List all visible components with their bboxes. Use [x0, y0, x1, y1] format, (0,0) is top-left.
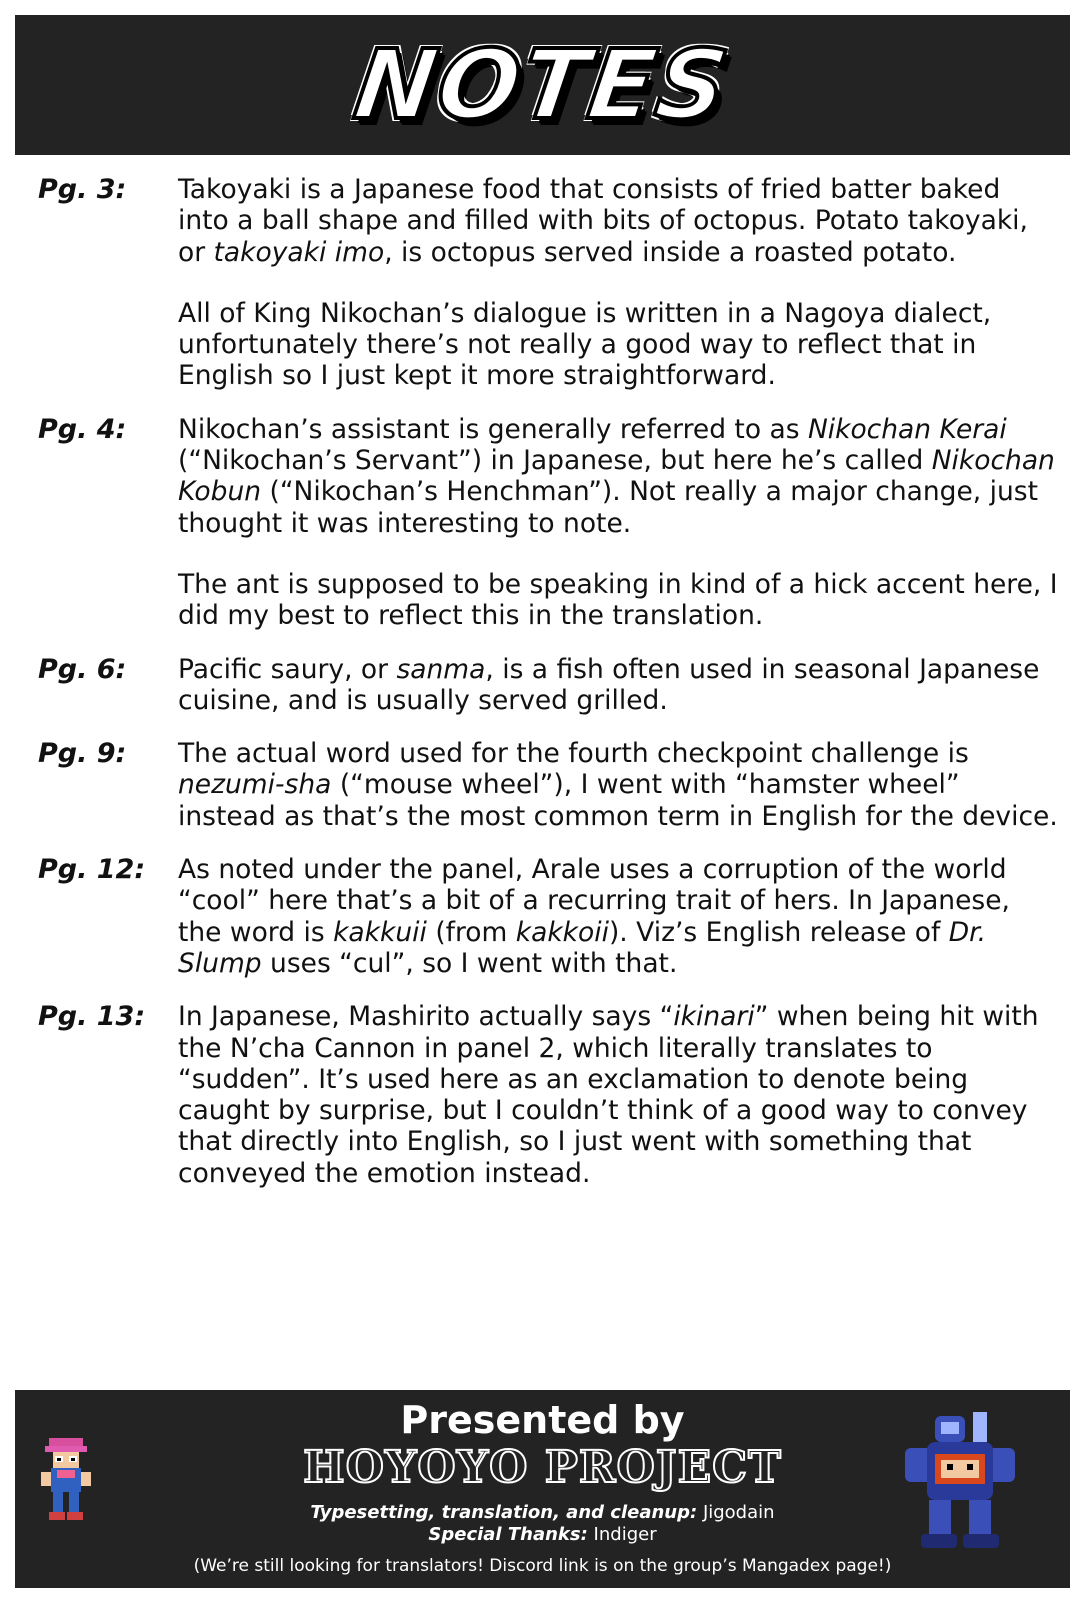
note-paragraph: As noted under the panel, Arale uses a corruption of the world “cool” here that’s a bit of a recurring trait of hers. In Japanese, the word is kakkuii (from kakkoii). Viz’s English release of Dr. Slump uses “cul”, so I went with that.	[178, 854, 1010, 979]
notes-list	[38, 174, 1058, 1211]
italic-term: Nikochan Kobun	[178, 445, 1055, 508]
note-entry	[38, 738, 1058, 832]
italic-term: ikinari	[673, 1001, 755, 1033]
note-body	[178, 414, 1058, 632]
italic-term: Nikochan Kerai	[807, 413, 1007, 445]
note-page-label: Pg. 13:	[38, 1001, 146, 1033]
project-name: HOYOYO PROJECT	[303, 1442, 782, 1493]
note-body	[178, 738, 1058, 832]
note-body	[178, 174, 1058, 392]
italic-term: takoyaki imo	[213, 236, 385, 268]
note-paragraph: The actual word used for the fourth checkpoint challenge is nezumi-sha (“mouse wheel”), I went with “hamster wheel” instead as that’s the most common term in English for the device.	[178, 738, 1058, 832]
note-body	[178, 1001, 1058, 1189]
note-body	[178, 854, 1058, 979]
note-page-label: Pg. 4:	[38, 413, 127, 445]
italic-term: kakkuii	[333, 916, 427, 948]
note-paragraph: Pacific saury, or sanma, is a fish often used in seasonal Japanese cuisine, and is usually served grilled.	[178, 653, 1040, 716]
note-paragraph: In Japanese, Mashirito actually says “ikinari” when being hit with the N’cha Cannon in panel 2, which literally translates to “sudden”. It’s used here as an exclamation to denote being caught by surprise, but I couldn’t think of a good way to convey that directly into English, so I just went with something that conveyed the emotion instead.	[178, 1001, 1039, 1189]
italic-term: kakkoii	[515, 916, 609, 948]
note-entry	[38, 174, 1058, 392]
note-paragraph: Takoyaki is a Japanese food that consists of fried batter baked into a ball shape and filled with bits of octopus. Potato takoyaki, or takoyaki imo, is octopus served inside a roasted potato.	[178, 174, 1028, 268]
note-paragraph: The ant is supposed to be speaking in kind of a hick accent here, I did my best to reflect this in the translation.	[178, 568, 1058, 632]
note-entry	[38, 1001, 1058, 1189]
notes-header	[15, 15, 1070, 155]
robot-sprite-icon	[885, 1408, 1035, 1558]
credits-footer	[15, 1390, 1070, 1588]
italic-term: sanma	[396, 653, 486, 685]
note-page-label: Pg. 12:	[38, 854, 146, 886]
credits-value: Jigodain	[702, 1502, 775, 1523]
presented-by: Presented by	[400, 1398, 685, 1442]
italic-term: nezumi-sha	[178, 769, 332, 801]
credits-label: Typesetting, translation, and cleanup:	[310, 1502, 698, 1523]
note-paragraph: Nikochan’s assistant is generally referred to as Nikochan Kerai (“Nikochan’s Servant”) in Japanese, but here he’s called Nikochan Kobun (“Nikochan’s Henchman”). Not really a major change, just thought it was interesting to note.	[178, 413, 1055, 539]
note-paragraph: All of King Nikochan’s dialogue is written in a Nagoya dialect, unfortunately there’s not really a good way to reflect that in English so I just kept it more straightforward.	[178, 297, 992, 392]
note-page-label: Pg. 9:	[38, 738, 127, 770]
note-entry	[38, 854, 1058, 979]
note-page-label: Pg. 3:	[38, 174, 127, 205]
page-title: NOTES	[348, 29, 737, 141]
note-page-label: Pg. 6:	[38, 653, 127, 685]
italic-term: Dr. Slump	[178, 916, 987, 979]
note-body	[178, 654, 1058, 717]
note-entry	[38, 654, 1058, 717]
note-entry	[38, 414, 1058, 632]
thanks-value: Indiger	[593, 1524, 657, 1545]
recruitment-notice: (We’re still looking for translators! Discord link is on the group’s Mangadex page!)	[193, 1556, 892, 1576]
thanks-label: Special Thanks:	[428, 1524, 588, 1545]
